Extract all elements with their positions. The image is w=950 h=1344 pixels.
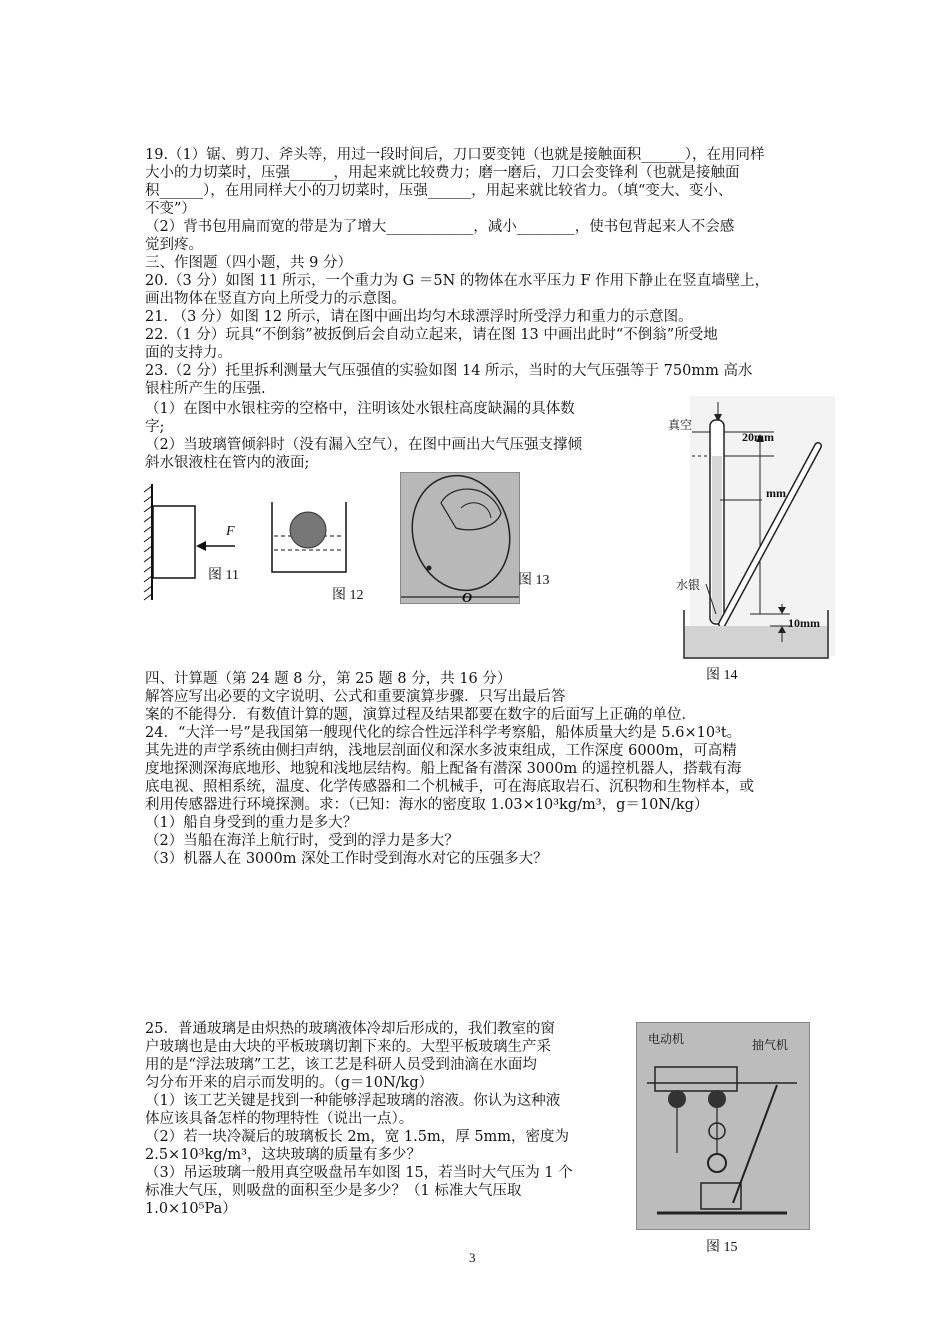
q19-line-6: 觉到疼。 — [145, 237, 203, 253]
section-3-heading: 三、作图题（四小题，共 9 分） — [145, 255, 352, 271]
figure-12-caption: 图 12 — [332, 588, 364, 603]
figure-15-photo — [636, 1022, 810, 1230]
q25-part-3b: 标准大气压，则吸盘的面积至少是多少？（1 标准大气压取 — [145, 1183, 522, 1199]
q24-line-5: 利用传感器进行环境探测。求：（已知：海水的密度取 1.03×10³kg/m³，g＝10N/kg） — [145, 797, 709, 813]
q22-line-2: 面的支持力。 — [145, 345, 232, 361]
mercury-column — [712, 456, 722, 622]
figure-13-caption: 图 13 — [518, 573, 550, 588]
section-4-instruction-2: 案的不能得分．有数值计算的题，演算过程及结果都要在数字的后面写上正确的单位． — [145, 707, 696, 723]
figure-11-caption: 图 11 — [208, 568, 239, 583]
motor-label: 电动机 — [648, 1032, 685, 1046]
wall-hatching — [144, 486, 152, 600]
q23-line-1: 23.（2 分）托里拆利测量大气压强值的实验如图 14 所示，当时的大气压强等于 750mm 高水 — [145, 363, 753, 379]
wooden-ball — [290, 512, 326, 548]
mercury-label: 水银 — [676, 578, 701, 592]
figure-14-caption: 图 14 — [706, 668, 738, 683]
q24-line-4: 底电视、照相系统，温度、化学传感器和二个机械手，可在海底取岩石、沉积物和生物样本，或 — [145, 779, 754, 795]
q23-line-3: （1）在图中水银柱旁的空格中，注明该处水银柱高度缺漏的具体数 — [145, 401, 575, 417]
q25-line-1: 25．普通玻璃是由炽热的玻璃液体冷却后形成的，我们教室的窗 — [145, 1021, 555, 1037]
section-4-instruction-1: 解答应写出必要的文字说明、公式和重要演算步骤．只写出最后答 — [145, 689, 566, 705]
force-arrow-head — [196, 541, 206, 551]
figure-15-caption: 图 15 — [706, 1240, 738, 1255]
figure-12-diagram — [270, 500, 350, 576]
air-pump-label: 抽气机 — [752, 1038, 789, 1052]
section-4-heading: 四、计算题（第 24 题 8 分，第 25 题 8 分，共 16 分） — [145, 671, 512, 687]
q21-text: 21. （3 分）如图 12 所示，请在图中画出均匀木球漂浮时所受浮力和重力的示意图。 — [145, 309, 693, 325]
block — [153, 506, 195, 578]
q25-line-3: 用的是“浮法玻璃”工艺，该工艺是科研人员受到油滴在水面均 — [145, 1057, 537, 1073]
q19-line-4: 不变”） — [145, 201, 196, 217]
q24-part-1: （1）船自身受到的重力是多大？ — [145, 815, 358, 831]
q20-line-2: 画出物体在竖直方向上所受力的示意图。 — [145, 291, 406, 307]
force-label: F — [226, 524, 235, 539]
tumbler-toy-sketch — [401, 473, 519, 603]
q20-line-1: 20.（3 分）如图 11 所示，一个重力为 G ＝5N 的物体在水平压力 F 作用下静止在竖直墙壁上， — [145, 273, 770, 289]
q25-part-3c: 1.0×10⁵Pa） — [145, 1201, 237, 1217]
label-mm-blank: mm — [766, 486, 786, 500]
q24-line-1: 24．“大洋一号”是我国第一艘现代化的综合性远洋科学考察船，船体质量大约是 5.6×10³t。 — [145, 725, 742, 741]
q25-part-3a: （3）吊运玻璃一般用真空吸盘吊车如图 15，若当时大气压为 1 个 — [145, 1165, 573, 1181]
q24-line-2: 其先进的声学系统由侧扫声纳，浅地层剖面仪和深水多波束组成，工作深度 6000m，可高精 — [145, 743, 737, 759]
q23-line-6: 斜水银液柱在管内的液面; — [145, 455, 310, 471]
q19-line-2: 大小的力切菜时，压强______，用起来就比较费力；磨一磨后，刀口会变锋利（也就是接触面 — [145, 165, 740, 181]
q25-line-2: 户玻璃也是由大块的平板玻璃切割下来的。大型平板玻璃生产采 — [145, 1039, 551, 1055]
q25-part-2a: （2）若一块冷凝后的玻璃板长 2m，宽 1.5m，厚 5mm，密度为 — [145, 1129, 570, 1145]
q19-line-1: 19.（1）锯、剪刀、斧头等，用过一段时间后，刀口要变钝（也就是接触面积______），在用同样 — [145, 147, 765, 163]
q23-line-4: 字; — [145, 419, 165, 435]
figure-11-diagram — [140, 482, 250, 604]
q25-part-2b: 2.5×10³kg/m³，这块玻璃的质量有多少？ — [145, 1147, 421, 1163]
q25-part-1a: （1）该工艺关键是找到一种能够浮起玻璃的溶液。你认为这种液 — [145, 1093, 561, 1109]
q19-line-3: 积______），在用同样大小的刀切菜时，压强______，用起来就比较省力。（填“变大、变小、 — [145, 183, 733, 199]
figure-13-photo — [400, 472, 520, 604]
vacuum-label: 真空 — [668, 418, 693, 432]
q23-line-5: （2）当玻璃管倾斜时（没有漏入空气），在图中画出大气压强支撑倾 — [145, 437, 582, 453]
label-20mm: 20mm — [742, 430, 774, 444]
q24-part-3: （3）机器人在 3000m 深处工作时受到海水对它的压强多大？ — [145, 851, 548, 867]
q24-line-3: 度地探测深海底地形、地貌和浅地层结构。船上配备有潜深 3000m 的遥控机器人，搭载有海 — [145, 761, 742, 777]
q25-line-4: 匀分布开来的启示而发明的。（g＝10N/kg） — [145, 1075, 434, 1091]
crane-sketch — [637, 1023, 809, 1229]
page-number: 3 — [469, 1250, 476, 1265]
label-10mm: 10mm — [788, 616, 820, 630]
q23-line-2: 银柱所产生的压强. — [145, 381, 266, 397]
q25-part-1b: 体应该具备怎样的物理特性（说出一点）。 — [145, 1111, 414, 1127]
q22-line-1: 22.（1 分）玩具“不倒翁”被扳倒后会自动立起来，请在图 13 中画出此时“不倒翁”所受地 — [145, 327, 718, 343]
point-o-label: O — [462, 591, 473, 606]
q24-part-2: （2）当船在海洋上航行时，受到的浮力是多大？ — [145, 833, 459, 849]
q19-line-5: （2）背书包用扁而宽的带是为了增大____________，减小________，使书包背起来人不会感 — [145, 219, 735, 235]
